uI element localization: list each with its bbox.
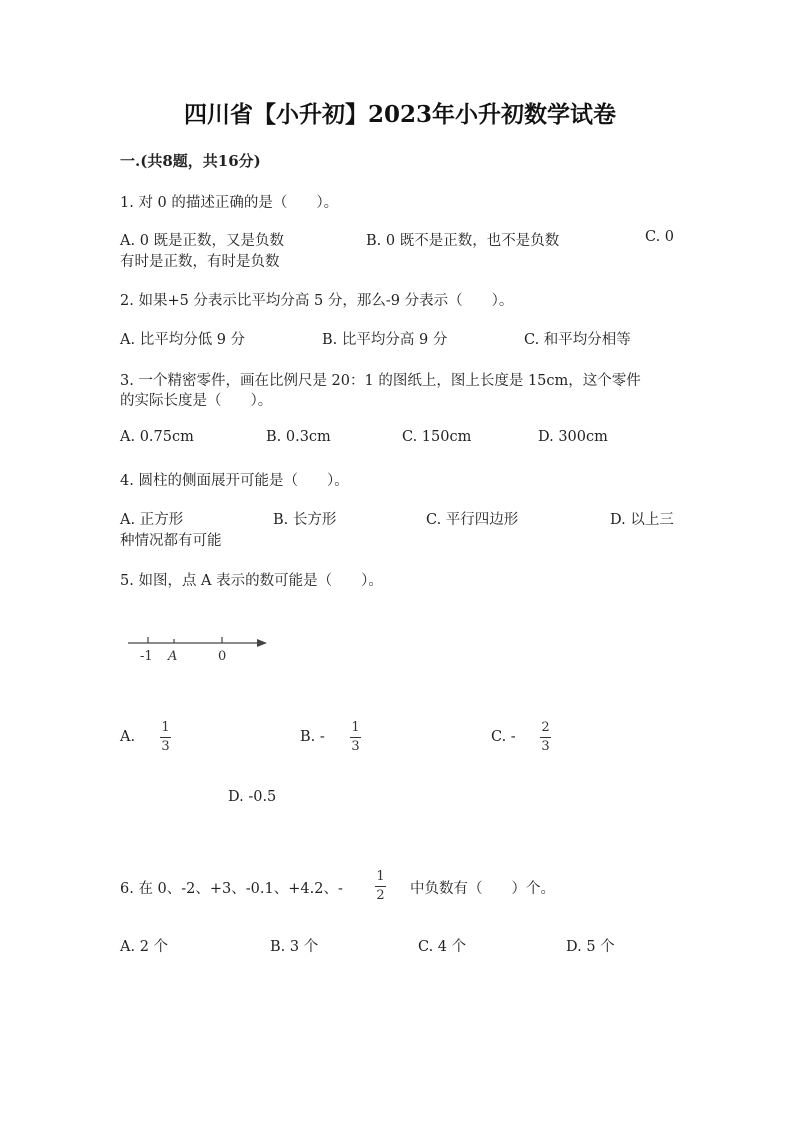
q6-option-a: A. 2 个 xyxy=(120,939,169,955)
fraction-bar xyxy=(375,886,386,887)
fraction-numerator: 2 xyxy=(541,720,550,735)
question-6-fraction xyxy=(375,869,386,904)
q3-option-c: C. 150cm xyxy=(402,429,472,445)
section-header: 一.(共8题，共16分) xyxy=(120,152,261,170)
q5-option-c-prefix: C. - xyxy=(491,729,516,745)
fraction-denominator: 3 xyxy=(541,739,550,754)
q1-option-c: C. 0 xyxy=(645,229,675,245)
q5-option-a-fraction xyxy=(160,720,171,755)
question-6-stem-before: 6. 在 0、-2、+3、-0.1、+4.2、- xyxy=(120,881,343,897)
fraction-numerator: 1 xyxy=(161,720,170,735)
question-1-stem: 1. 对 0 的描述正确的是（ ）。 xyxy=(120,195,339,211)
label-point-a: A xyxy=(168,649,178,664)
q2-option-b: B. 比平均分高 9 分 xyxy=(322,332,448,348)
q4-option-d-continued: 种情况都有可能 xyxy=(120,533,222,549)
question-5-stem: 5. 如图，点 A 表示的数可能是（ ）。 xyxy=(120,573,383,589)
q2-option-a: A. 比平均分低 9 分 xyxy=(120,332,246,348)
q2-option-c: C. 和平均分相等 xyxy=(524,332,631,348)
q5-option-a-prefix: A. xyxy=(120,729,136,745)
q3-option-d: D. 300cm xyxy=(538,429,608,445)
fraction-denominator: 3 xyxy=(351,739,360,754)
q6-option-c: C. 4 个 xyxy=(418,939,467,955)
q3-option-b: B. 0.3cm xyxy=(266,429,331,445)
fraction-numerator: 1 xyxy=(351,720,360,735)
q1-option-c-continued: 有时是正数，有时是负数 xyxy=(120,254,280,270)
q5-option-d: D. -0.5 xyxy=(228,789,277,805)
fraction-bar xyxy=(540,737,551,738)
q5-option-b-fraction xyxy=(350,720,361,755)
q4-option-c: C. 平行四边形 xyxy=(426,512,519,528)
question-6-stem-after: 中负数有（ ）个。 xyxy=(410,881,555,897)
q5-option-c-fraction xyxy=(540,720,551,755)
label-zero: 0 xyxy=(218,649,227,664)
q4-option-d: D. 以上三 xyxy=(610,512,674,528)
question-3-stem-line-1: 3. 一个精密零件，画在比例尺是 20：1 的图纸上，图上长度是 15cm，这个零件 xyxy=(120,373,641,389)
q6-option-d: D. 5 个 xyxy=(566,939,615,955)
fraction-bar xyxy=(160,737,171,738)
number-line-figure xyxy=(126,630,276,664)
number-line-arrow xyxy=(257,639,267,647)
fraction-bar xyxy=(350,737,361,738)
question-4-stem: 4. 圆柱的侧面展开可能是（ ）。 xyxy=(120,473,349,489)
page-title: 四川省【小升初】2023年小升初数学试卷 xyxy=(183,101,616,128)
label-minus-1: -1 xyxy=(140,649,153,664)
q1-option-b: B. 0 既不是正数，也不是负数 xyxy=(366,233,560,249)
fraction-numerator: 1 xyxy=(376,869,385,884)
question-2-stem: 2. 如果+5 分表示比平均分高 5 分，那么-9 分表示（ ）。 xyxy=(120,293,514,309)
fraction-denominator: 3 xyxy=(161,739,170,754)
q1-option-a: A. 0 既是正数，又是负数 xyxy=(120,233,285,249)
question-3-stem-line-2: 的实际长度是（ ）。 xyxy=(120,393,273,409)
q5-option-b-prefix: B. - xyxy=(300,729,325,745)
fraction-denominator: 2 xyxy=(376,888,385,903)
q6-option-b: B. 3 个 xyxy=(270,939,319,955)
q4-option-b: B. 长方形 xyxy=(273,512,337,528)
q3-option-a: A. 0.75cm xyxy=(120,429,194,445)
q4-option-a: A. 正方形 xyxy=(120,512,184,528)
